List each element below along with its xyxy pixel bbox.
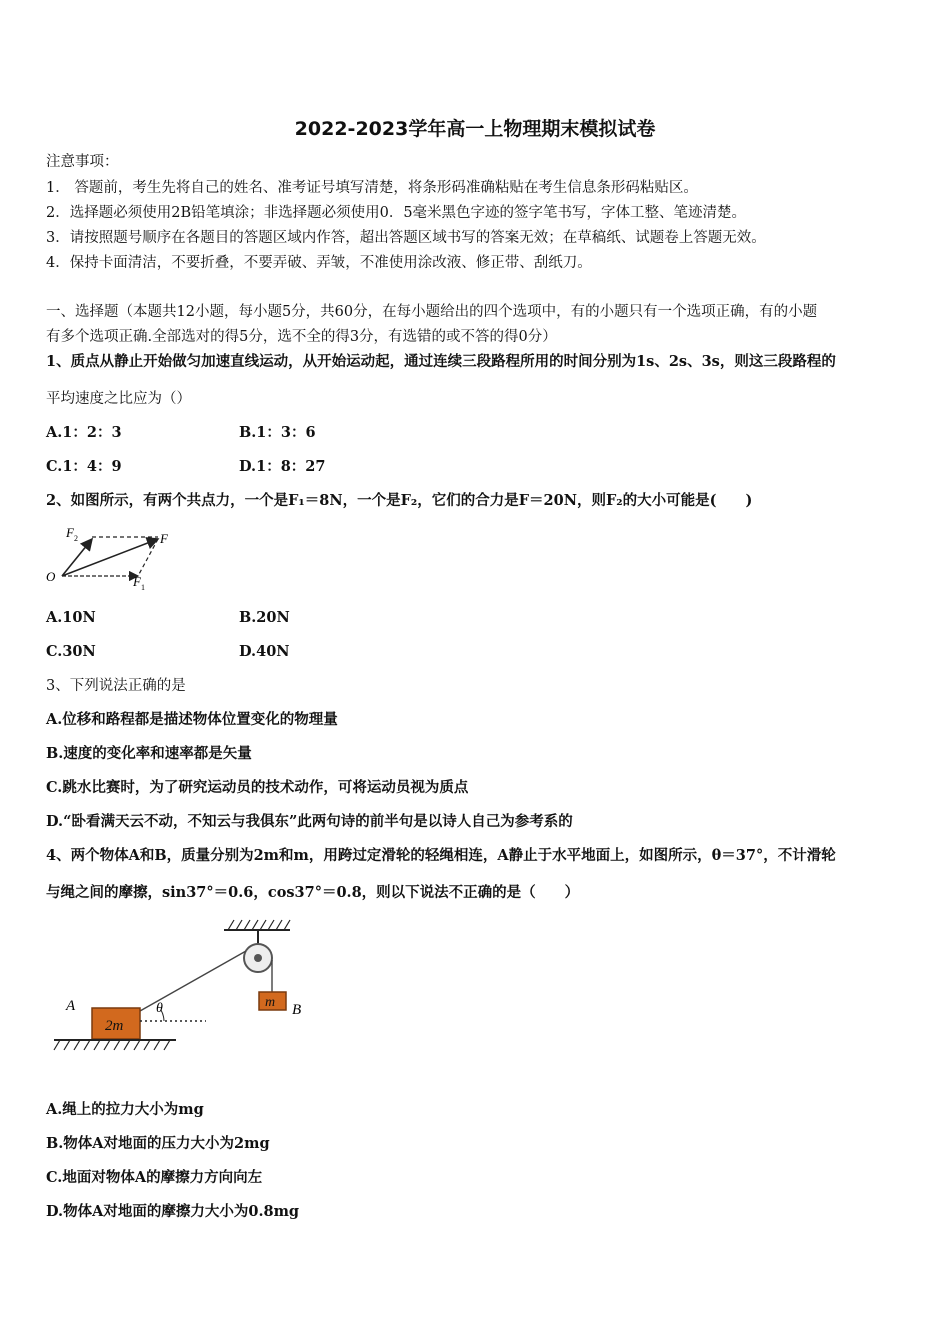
block-a-mass: 2m [105, 1018, 124, 1034]
block-b-mass: m [265, 995, 276, 1010]
question-1-option-a: A.1：2：3 [46, 424, 122, 441]
f1-label: F [133, 574, 141, 589]
notice-item: 2．选择题必须使用2B铅笔填涂；非选择题必须使用0．5毫米黑色字迹的签字笔书写，字体工整、笔迹清楚。 [46, 205, 747, 221]
f1-label-sub: 1 [141, 583, 145, 592]
question-3-option-c: C.跳水比赛时，为了研究运动员的技术动作，可将运动员视为质点 [46, 779, 469, 796]
block-b-label: B [292, 1002, 302, 1018]
question-4-stem: 4、两个物体A和B，质量分别为2m和m，用跨过定滑轮的轻绳相连，A静止于水平地面上，如图所示，θ＝37°，不计滑轮 [46, 847, 836, 864]
notice-item: 3．请按照题号顺序在各题目的答题区域内作答，超出答题区域书写的答案无效；在草稿纸、试题卷上答题无效。 [46, 230, 766, 246]
question-3-option-b: B.速度的变化率和速率都是矢量 [46, 745, 252, 762]
question-1-option-c: C.1：4：9 [46, 458, 122, 475]
question-2-option-d: D.40N [239, 643, 290, 660]
f2-label-sub: 2 [74, 534, 78, 543]
question-3-option-a: A.位移和路程都是描述物体位置变化的物理量 [46, 711, 338, 728]
question-1-stem: 1、质点从静止开始做匀加速直线运动，从开始运动起，通过连续三段路程所用的时间分别为1s、2s、3s，则这三段路程的 [46, 353, 836, 370]
question-1-option-b: B.1：3：6 [239, 424, 316, 441]
pulley-axle [254, 954, 262, 962]
angle-label: θ [156, 1001, 163, 1016]
page-title: 2022-2023学年高一上物理期末模拟试卷 [294, 118, 656, 140]
resultant-label: F [160, 531, 168, 546]
question-4-option-c: C.地面对物体A的摩擦力方向向左 [46, 1169, 263, 1186]
question-1-stem-cont: 平均速度之比应为（） [46, 391, 191, 407]
question-4-option-a: A.绳上的拉力大小为mg [46, 1101, 204, 1118]
notice-item: 1． 答题前，考生先将自己的姓名、准考证号填写清楚，将条形码准确粘贴在考生信息条形码粘贴区。 [46, 180, 698, 196]
question-3-stem: 3、下列说法正确的是 [46, 678, 186, 694]
question-2-option-c: C.30N [46, 643, 96, 660]
block-a-label: A [66, 998, 76, 1014]
notice-heading: 注意事项： [46, 154, 119, 170]
parallelogram-right-edge [138, 539, 158, 576]
question-4-stem-cont: 与绳之间的摩擦，sin37°＝0.6，cos37°＝0.8，则以下说法不正确的是（ ） [46, 884, 580, 901]
origin-label: O [46, 569, 56, 584]
section-heading-cont: 有多个选项正确.全部选对的得5分，选不全的得3分，有选错的或不答的得0分） [46, 329, 557, 345]
question-1-option-d: D.1：8：27 [239, 458, 326, 475]
question-4-option-d: D.物体A对地面的摩擦力大小为0.8mg [46, 1203, 300, 1220]
question-2-option-a: A.10N [46, 609, 96, 626]
notice-item: 4．保持卡面清洁，不要折叠，不要弄破、弄皱，不准使用涂改液、修正带、刮纸刀。 [46, 255, 592, 271]
pulley-diagram [46, 912, 316, 1060]
question-2-option-b: B.20N [239, 609, 290, 626]
question-2-stem: 2、如图所示，有两个共点力，一个是F₁＝8N，一个是F₂，它们的合力是F＝20N，则F₂的大小可能是( ) [46, 492, 753, 509]
force-diagram [40, 520, 190, 592]
f2-label: F [66, 525, 74, 540]
question-4-option-b: B.物体A对地面的压力大小为2mg [46, 1135, 270, 1152]
section-heading: 一、选择题（本题共12小题，每小题5分，共60分，在每小题给出的四个选项中，有的小题只有一个选项正确，有的小题 [46, 304, 818, 320]
question-3-option-d: D.“卧看满天云不动，不知云与我俱东”此两句诗的前半句是以诗人自己为参考系的 [46, 813, 573, 830]
